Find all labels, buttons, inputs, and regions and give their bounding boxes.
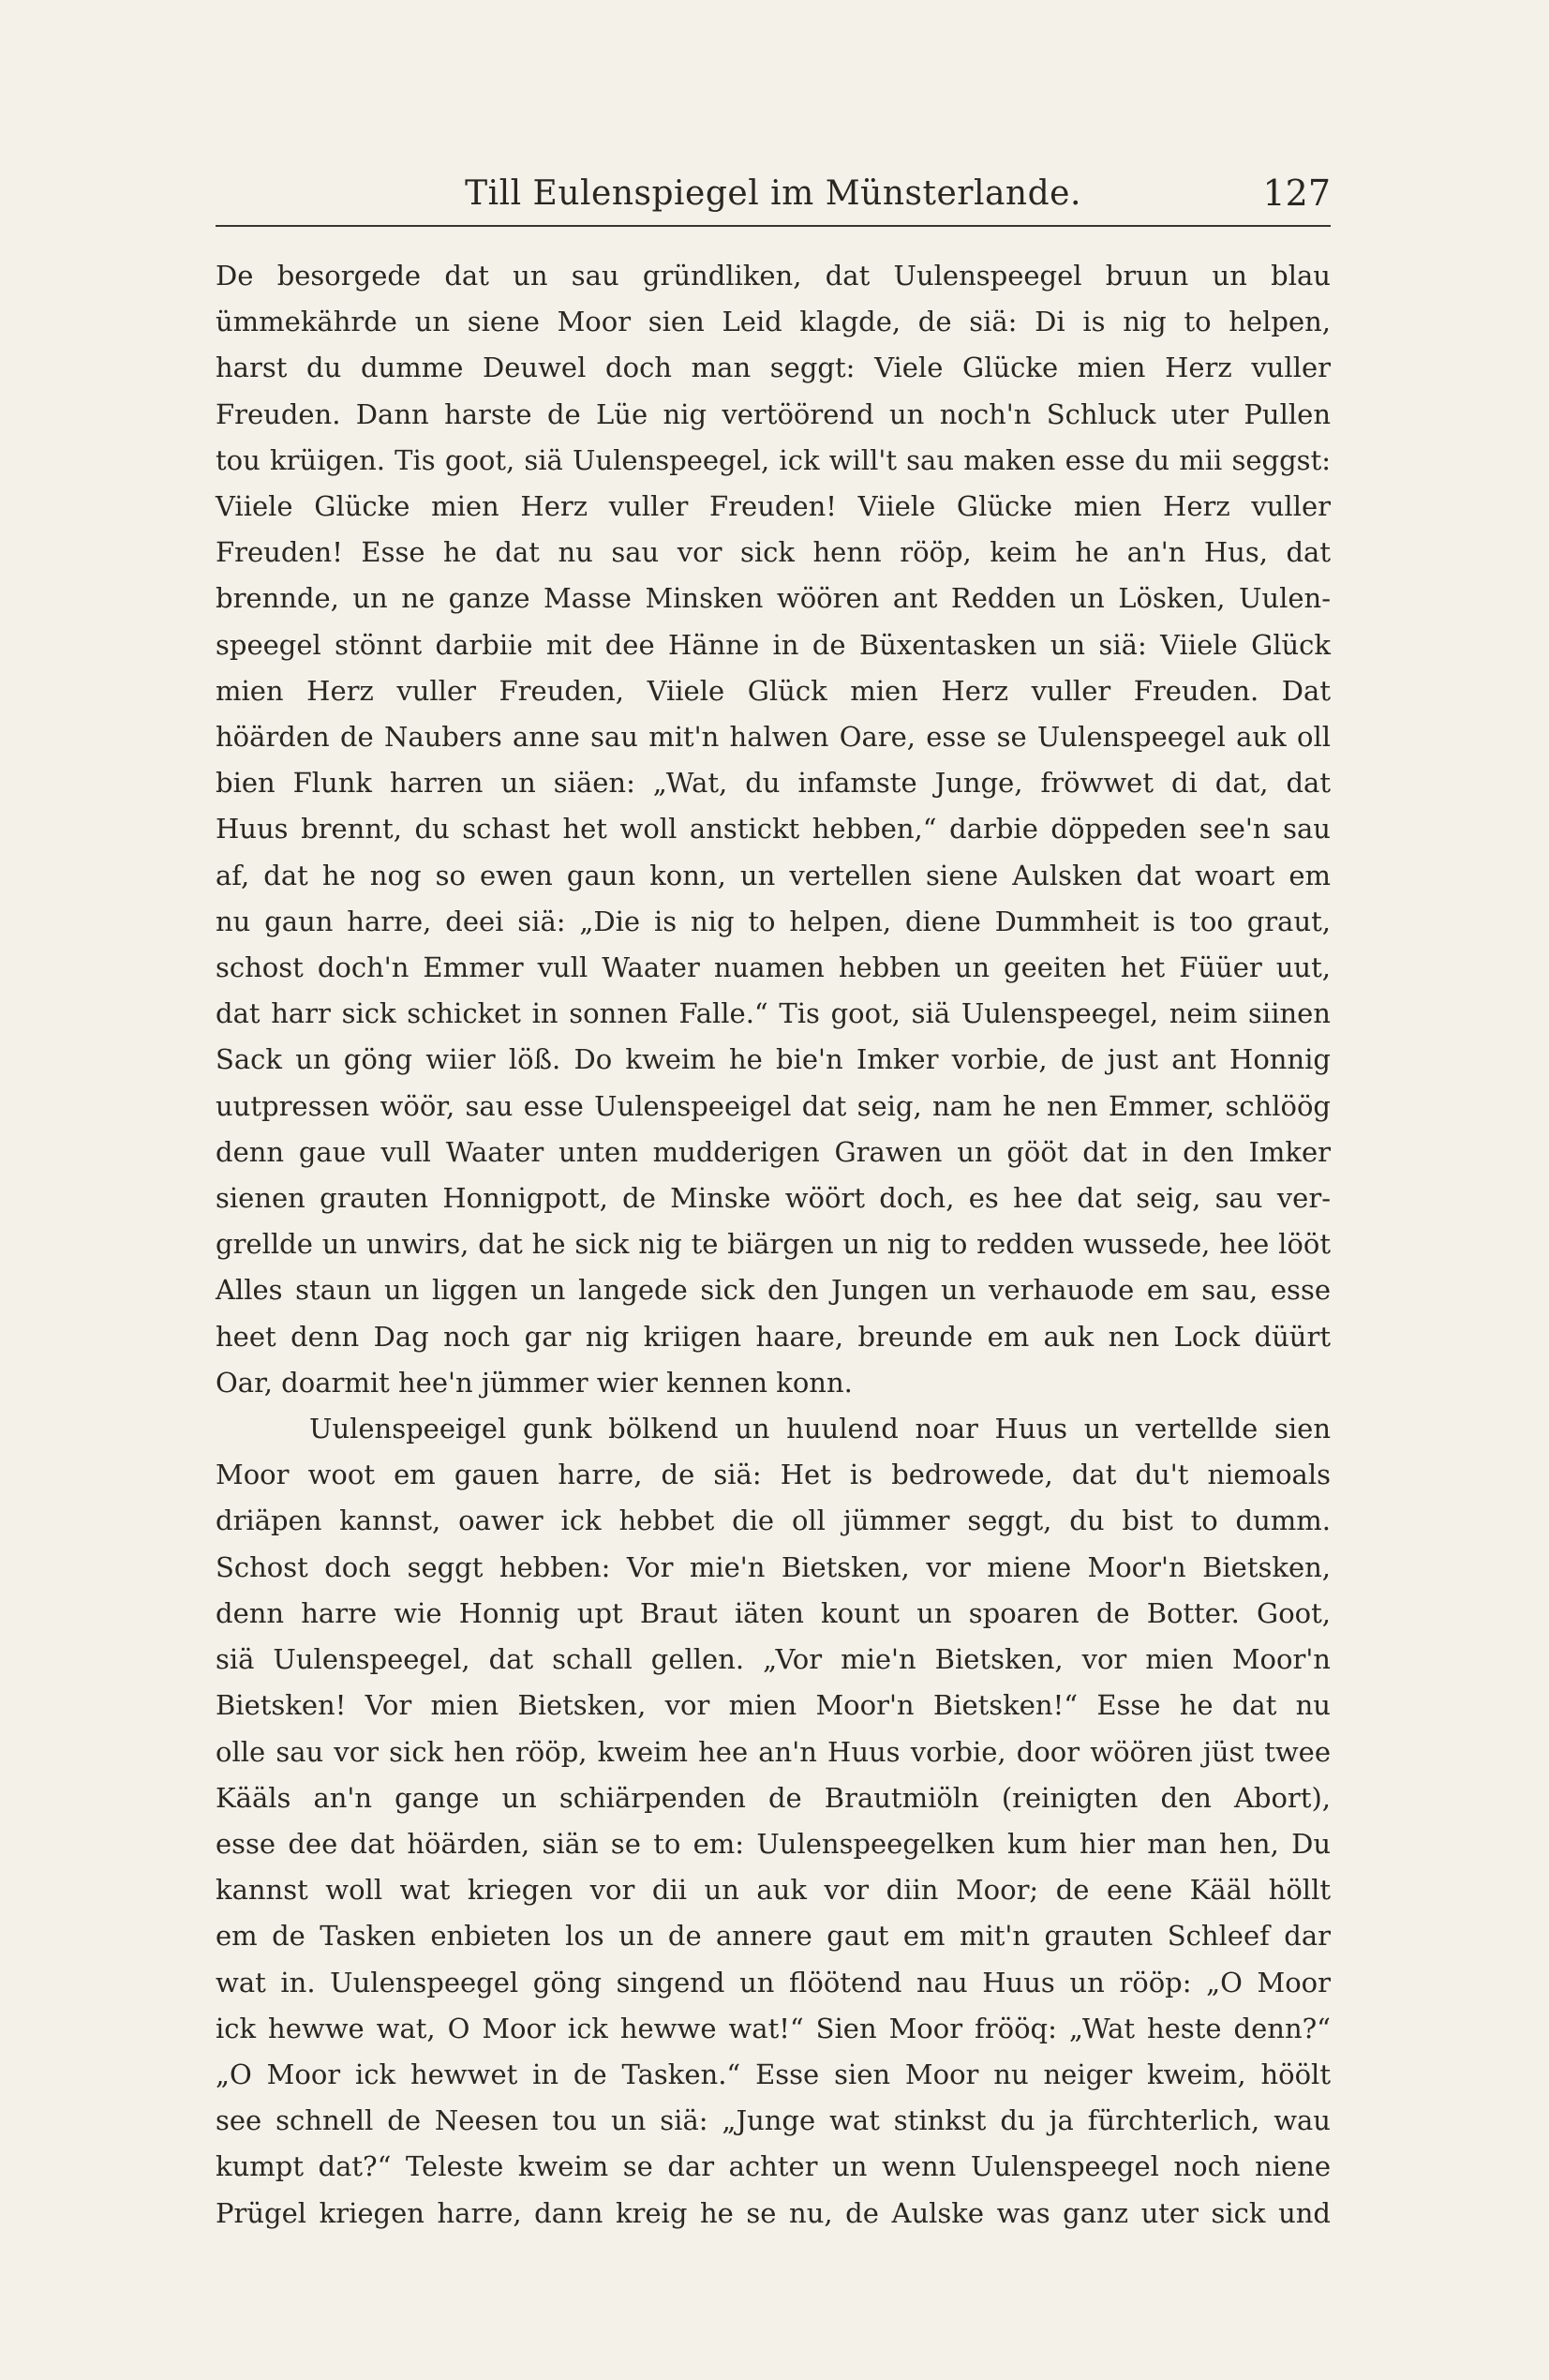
text-line: schost doch'n Emmer vull Waater nuamen hebben un geeiten het Füüer uut, <box>216 951 1331 984</box>
text-line: kumpt dat?“ Teleste kweim se dar achter un wenn Uulenspeegel noch niene <box>216 2150 1331 2183</box>
paragraph-1 <box>216 253 1331 1406</box>
text-line: ick hewwe wat, O Moor ick hewwe wat!“ Sien Moor frööq: „Wat heste denn?“ <box>216 2012 1331 2044</box>
text-line: Huus brennt, du schast het woll anstickt hebben,“ darbie döppeden see'n sau <box>216 813 1331 846</box>
text-line: heet denn Dag noch gar nig kriigen haare, breunde em auk nen Lock düürt <box>216 1320 1331 1353</box>
text-line: Sack un göng wiier löß. Do kweim he bie'n Imker vorbie, de just ant Honnig <box>216 1043 1331 1076</box>
text-line: Oar, doarmit hee'n jümmer wier kennen konn. <box>216 1366 853 1399</box>
text-line: driäpen kannst, oawer ick hebbet die oll jümmer seggt, du bist to dumm. <box>216 1504 1331 1537</box>
text-line: Alles staun un liggen un langede sick den Jungen un verhauode em sau, esse <box>216 1274 1331 1307</box>
text-line: em de Tasken enbieten los un de annere gaut em mit'n grauten Schleef dar <box>216 1920 1331 1953</box>
text-line: kannst woll wat kriegen vor dii un auk vor diin Moor; de eene Kääl höllt <box>216 1874 1331 1907</box>
text-line: Uulenspeeigel gunk bölkend un huulend noar Huus un vertellde sien <box>309 1413 1331 1445</box>
text-line: esse dee dat höärden, siän se to em: Uulenspeegelken kum hier man hen, Du <box>216 1827 1331 1860</box>
text-line: bien Flunk harren un siäen: „Wat, du infamste Junge, fröwwet di dat, dat <box>216 767 1331 800</box>
book-page <box>216 169 1331 2237</box>
text-line: denn gaue vull Waater unten mudderigen Grawen un gööt dat in den Imker <box>216 1135 1331 1168</box>
text-line: De besorgede dat un sau gründliken, dat Uulenspeegel bruun un blau <box>216 260 1331 292</box>
text-line: uutpressen wöör, sau esse Uulenspeeigel dat seig, nam he nen Emmer, schlöög <box>216 1089 1331 1122</box>
text-line: sienen grauten Honnigpott, de Minske wöört doch, es hee dat seig, sau ver- <box>216 1182 1331 1215</box>
text-line: Freuden. Dann harste de Lüe nig vertöörend un noch'n Schluck uter Pullen <box>216 397 1331 430</box>
text-line: tou krüigen. Tis goot, siä Uulenspeegel, ick will't sau maken esse du mii seggst: <box>216 443 1331 476</box>
text-line: Viiele Glücke mien Herz vuller Freuden! Viiele Glücke mien Herz vuller <box>216 490 1331 523</box>
running-title: Till Eulenspiegel im Münsterlande. <box>465 174 1081 213</box>
text-line: dat harr sick schicket in sonnen Falle.“ Tis goot, siä Uulenspeegel, neim siinen <box>216 997 1331 1030</box>
text-line: olle sau vor sick hen rööp, kweim hee an'n Huus vorbie, door wöören jüst twee <box>216 1735 1331 1768</box>
paragraph-2 <box>216 1406 1331 2237</box>
text-line: Moor woot em gauen harre, de siä: Het is bedrowede, dat du't niemoals <box>216 1459 1331 1491</box>
text-line: harst du dumme Deuwel doch man seggt: Viele Glücke mien Herz vuller <box>216 352 1331 384</box>
text-line: denn harre wie Honnig upt Braut iäten kount un spoaren de Botter. Goot, <box>216 1596 1331 1629</box>
text-line: speegel stönnt darbiie mit dee Hänne in de Büxentasken un siä: Viiele Glück <box>216 628 1331 661</box>
text-line: mien Herz vuller Freuden, Viiele Glück mien Herz vuller Freuden. Dat <box>216 674 1331 707</box>
text-line: Schost doch seggt hebben: Vor mie'n Bietsken, vor miene Moor'n Bietsken, <box>216 1550 1331 1583</box>
text-line: brennde, un ne ganze Masse Minsken wöören ant Redden un Lösken, Uulen- <box>216 582 1331 615</box>
text-line: ümmekährde un siene Moor sien Leid klagde, de siä: Di is nig to helpen, <box>216 306 1331 338</box>
running-head <box>216 169 1331 227</box>
text-line: höärden de Naubers anne sau mit'n halwen Oare, esse se Uulenspeegel auk oll <box>216 721 1331 754</box>
text-line: af, dat he nog so ewen gaun konn, un vertellen siene Aulsken dat woart em <box>216 859 1331 891</box>
text-line: Prügel kriegen harre, dann kreig he se nu, de Aulske was ganz uter sick und <box>216 2196 1331 2229</box>
text-line: nu gaun harre, deei siä: „Die is nig to helpen, diene Dummheit is too graut, <box>216 905 1331 937</box>
text-line: Kääls an'n gange un schiärpenden de Brautmiöln (reinigten den Abort), <box>216 1781 1331 1814</box>
text-line: siä Uulenspeegel, dat schall gellen. „Vor mie'n Bietsken, vor mien Moor'n <box>216 1643 1331 1676</box>
text-line: grellde un unwirs, dat he sick nig te biärgen un nig to redden wussede, hee lööt <box>216 1228 1331 1261</box>
text-line: Bietsken! Vor mien Bietsken, vor mien Moor'n Bietsken!“ Esse he dat nu <box>216 1689 1331 1722</box>
body-text <box>216 253 1331 2237</box>
text-line: Freuden! Esse he dat nu sau vor sick henn rööp, keim he an'n Hus, dat <box>216 536 1331 569</box>
text-line: wat in. Uulenspeegel göng singend un flöötend nau Huus un rööp: „O Moor <box>216 1966 1331 1998</box>
page-number: 127 <box>1262 172 1331 214</box>
text-line: see schnell de Neesen tou un siä: „Junge wat stinkst du ja fürchterlich, wau <box>216 2104 1331 2137</box>
text-line: „O Moor ick hewwet in de Tasken.“ Esse sien Moor nu neiger kweim, höölt <box>216 2058 1331 2090</box>
